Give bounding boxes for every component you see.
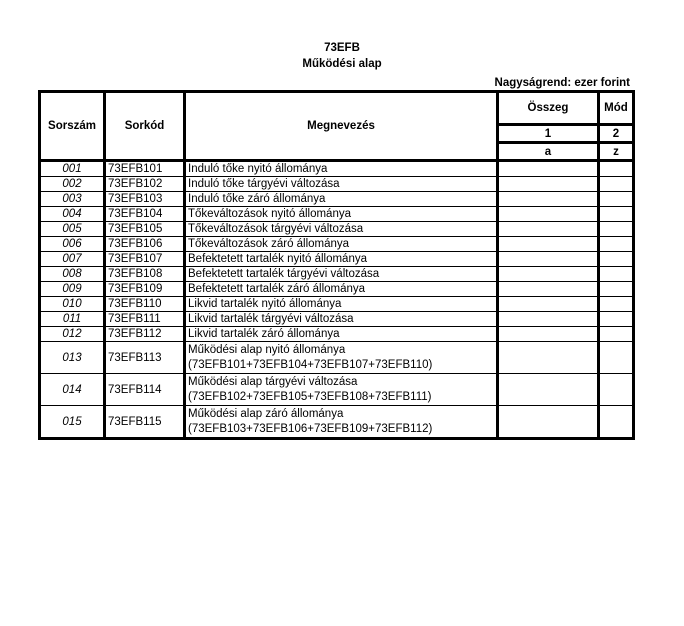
amount-cell[interactable] [498,177,599,192]
row-name [185,252,498,267]
amount-cell[interactable] [498,237,599,252]
mode-cell[interactable] [599,207,634,222]
form-table [38,90,635,440]
table-row [40,406,634,439]
mode-cell[interactable] [599,406,634,439]
table-row [40,237,634,252]
table-row [40,297,634,312]
table-row [40,252,634,267]
row-name [185,374,498,406]
mode-cell[interactable] [599,267,634,282]
row-name-line1: Likvid tartalék nyitó állománya [188,298,342,310]
form-code: 73EFB [324,42,360,54]
amount-cell[interactable] [498,222,599,237]
amount-cell[interactable] [498,267,599,282]
table-row [40,177,634,192]
row-name [185,312,498,327]
row-code: 73EFB108 [105,267,185,282]
table-row [40,374,634,406]
form-title: Működési alap [302,58,382,70]
amount-cell[interactable] [498,192,599,207]
row-name [185,237,498,252]
amount-cell[interactable] [498,312,599,327]
row-code: 73EFB105 [105,222,185,237]
row-number: 011 [40,312,105,327]
row-code: 73EFB109 [105,282,185,297]
table-row [40,342,634,374]
row-code: 73EFB106 [105,237,185,252]
row-name [185,406,498,439]
row-code: 73EFB102 [105,177,185,192]
mode-cell[interactable] [599,282,634,297]
header-mod-letter: z [599,143,634,161]
row-name-line1: Befektetett tartalék záró állománya [188,283,366,295]
row-name-line1: Induló tőke nyitó állománya [188,163,328,175]
row-name [185,297,498,312]
row-name-formula: (73EFB103+73EFB106+73EFB109+73EFB112) [188,422,433,435]
row-code: 73EFB112 [105,327,185,342]
row-number: 004 [40,207,105,222]
row-name-line1: Működési alap záró állománya [188,407,344,420]
unit-note: Nagyságrend: ezer forint [494,77,630,89]
header-sorszam: Sorszám [40,92,105,161]
mode-cell[interactable] [599,192,634,207]
amount-cell[interactable] [498,374,599,406]
header-mod: Mód [599,92,634,125]
mode-cell[interactable] [599,161,634,177]
table-row [40,282,634,297]
row-number: 009 [40,282,105,297]
amount-cell[interactable] [498,342,599,374]
amount-cell[interactable] [498,161,599,177]
amount-cell[interactable] [498,406,599,439]
row-code: 73EFB107 [105,252,185,267]
table-row [40,207,634,222]
row-name [185,267,498,282]
row-number: 012 [40,327,105,342]
row-number: 014 [40,374,105,406]
row-number: 001 [40,161,105,177]
row-name-line1: Likvid tartalék tárgyévi változása [188,313,354,325]
amount-cell[interactable] [498,327,599,342]
row-number: 002 [40,177,105,192]
row-number: 008 [40,267,105,282]
row-name [185,207,498,222]
amount-cell[interactable] [498,252,599,267]
row-name [185,222,498,237]
row-name [185,327,498,342]
amount-cell[interactable] [498,207,599,222]
row-code: 73EFB114 [105,374,185,406]
row-name-line1: Tőkeváltozások tárgyévi változása [188,223,364,235]
row-name-formula: (73EFB101+73EFB104+73EFB107+73EFB110) [188,358,433,371]
mode-cell[interactable] [599,297,634,312]
table-row [40,161,634,177]
row-code: 73EFB103 [105,192,185,207]
mode-cell[interactable] [599,374,634,406]
table-row [40,327,634,342]
mode-cell[interactable] [599,237,634,252]
row-code: 73EFB104 [105,207,185,222]
mode-cell[interactable] [599,342,634,374]
row-number: 005 [40,222,105,237]
row-code: 73EFB115 [105,406,185,439]
row-code: 73EFB110 [105,297,185,312]
header-mod-num: 2 [599,125,634,143]
header-osszeg-letter: a [498,143,599,161]
row-name-line1: Befektetett tartalék tárgyévi változása [188,268,380,280]
amount-cell[interactable] [498,282,599,297]
mode-cell[interactable] [599,327,634,342]
table-row [40,267,634,282]
row-name-line1: Induló tőke tárgyévi változása [188,178,340,190]
row-number: 013 [40,342,105,374]
row-code: 73EFB101 [105,161,185,177]
row-name [185,342,498,374]
row-code: 73EFB111 [105,312,185,327]
header-megnevezes: Megnevezés [185,92,498,161]
row-name-line1: Likvid tartalék záró állománya [188,328,340,340]
row-name-line1: Induló tőke záró állománya [188,193,326,205]
mode-cell[interactable] [599,177,634,192]
table-row [40,222,634,237]
row-name-line1: Tőkeváltozások nyitó állománya [188,208,351,220]
header-osszeg-num: 1 [498,125,599,143]
mode-cell[interactable] [599,312,634,327]
row-name-line1: Működési alap tárgyévi változása [188,375,358,388]
row-number: 003 [40,192,105,207]
row-number: 010 [40,297,105,312]
row-name-line1: Működési alap nyitó állománya [188,343,346,356]
row-name [185,282,498,297]
row-name-line1: Tőkeváltozások záró állománya [188,238,350,250]
header-osszeg: Összeg [498,92,599,125]
table-row [40,192,634,207]
row-number: 015 [40,406,105,439]
row-name [185,192,498,207]
table-row [40,312,634,327]
mode-cell[interactable] [599,222,634,237]
row-name [185,177,498,192]
mode-cell[interactable] [599,252,634,267]
row-name-formula: (73EFB102+73EFB105+73EFB108+73EFB111) [188,390,432,403]
row-number: 006 [40,237,105,252]
header-sorkod: Sorkód [105,92,185,161]
amount-cell[interactable] [498,297,599,312]
row-number: 007 [40,252,105,267]
row-code: 73EFB113 [105,342,185,374]
row-name [185,161,498,177]
row-name-line1: Befektetett tartalék nyitó állománya [188,253,367,265]
